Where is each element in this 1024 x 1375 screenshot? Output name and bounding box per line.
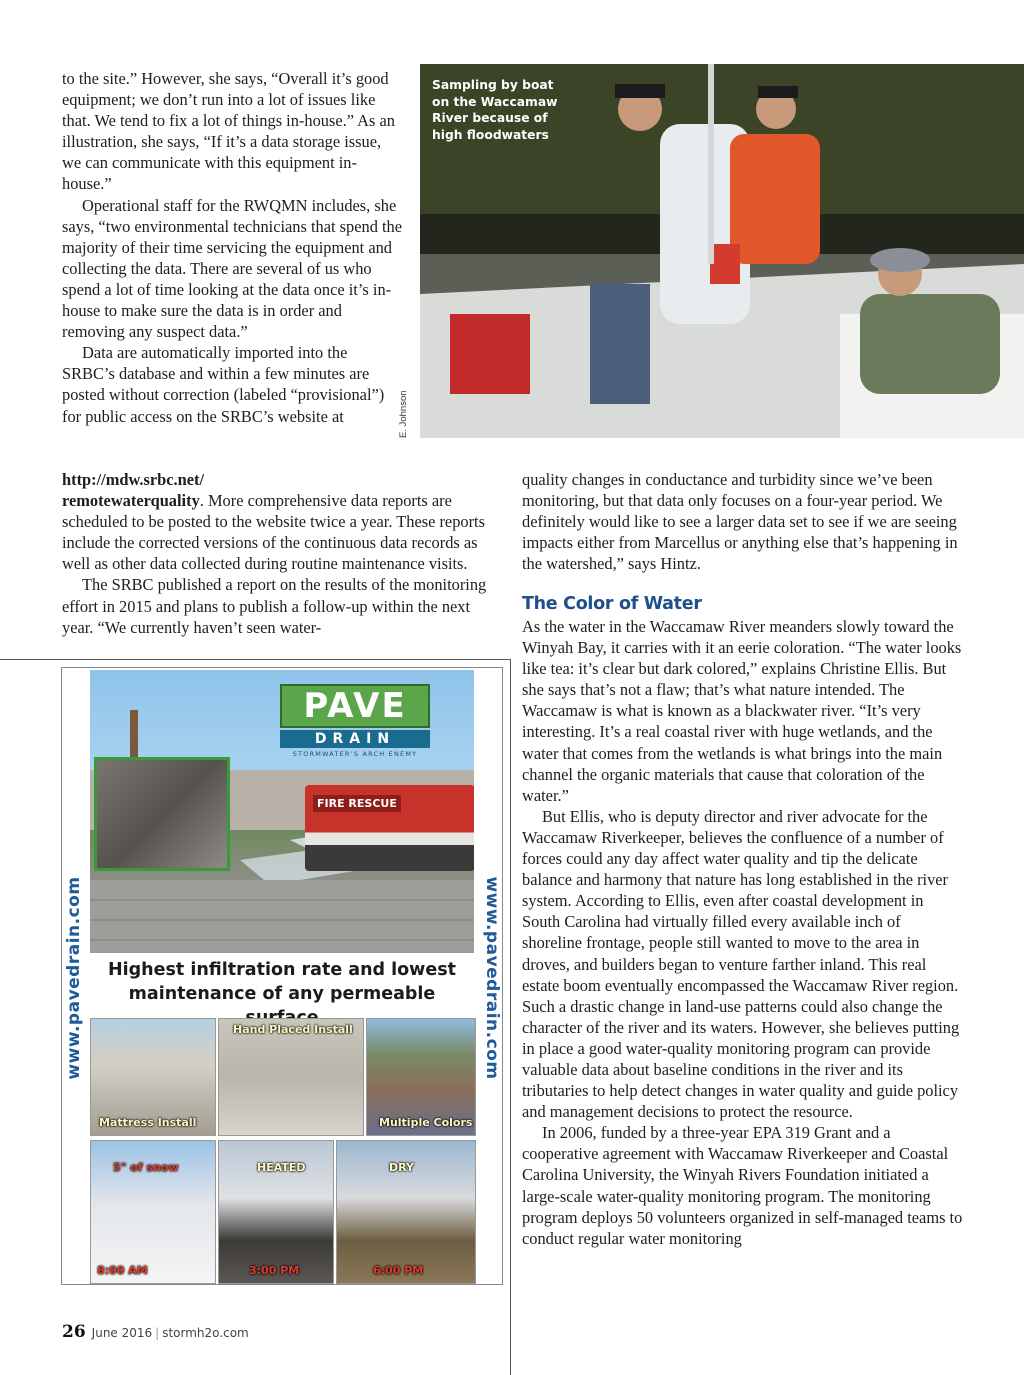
ad-divider-vertical: [510, 659, 511, 1375]
logo-drain-text: DRAIN: [280, 730, 430, 748]
photo-credit: E. Johnson: [398, 390, 409, 438]
tile-time: 8:00 AM: [97, 1264, 148, 1277]
article-column-right: [522, 616, 964, 1249]
article-paragraph: In 2006, funded by a three-year EPA 319 Grant and a cooperative agreement with Waccamaw Riverkeeper and Coastal Carolina University, the Winyah Rivers Foundation initiated a large-scale water-quality monitoring program. The monitoring program deploys 50 volunteers organized in self-managed teams to conduct regular water monitoring: [522, 1123, 963, 1248]
issue-date: June 2016: [91, 1326, 153, 1340]
footer-separator: |: [155, 1326, 160, 1340]
article-paragraph: quality changes in conductance and turbidity since we’ve been monitoring, but that data only focuses on a four-year period. We definitely would like to see a larger data set to see if we are seeing impacts either from Marcellus or anything else that’s happening in the watershed,” says Hintz.: [522, 470, 958, 574]
article-text: . More comprehensive data reports are scheduled to be posted to the website twice a year. These reports include the corrected versions of the continuous data records as well as other data collected during routine maintenance visits.: [62, 491, 485, 574]
tile-label: Mattress Install: [99, 1116, 197, 1129]
ad-hero-image: [90, 670, 474, 953]
page-footer: [62, 1322, 249, 1342]
srbc-url-part2[interactable]: remotewaterquality: [62, 491, 200, 511]
srbc-url-part1[interactable]: http://mdw.srbc.net/: [62, 470, 205, 489]
tile-time: 3:00 PM: [249, 1264, 300, 1277]
tile-label: DRY: [389, 1161, 414, 1174]
pave-drain-advertisement[interactable]: [61, 667, 503, 1285]
tile-label: 5" of snow: [113, 1161, 179, 1174]
article-paragraph: The SRBC published a report on the results of the monitoring effort in 2015 and plans to publish a follow-up within the next year. “We currently haven’t seen water-: [62, 575, 487, 637]
ad-headline: Highest infiltration rate and lowest maintenance of any permeable: [107, 960, 457, 1004]
article-paragraph: to the site.” However, she says, “Overall it’s good equipment; we don’t run into a lot of issues like that. We tend to fix a lot of things in-house.” As an illustration, she says, “If it’s a data storage issue, we can communicate with this equipment in-house.”: [62, 69, 395, 194]
ad-divider-horizontal: [0, 659, 510, 660]
ad-url-left[interactable]: www.pavedrain.com: [64, 876, 84, 1080]
ad-tile-snow: [90, 1140, 216, 1284]
fire-truck-image: [305, 785, 474, 871]
logo-tagline: STORMWATER’S ARCH ENEMY: [292, 750, 418, 758]
logo-pave-text: PAVE: [280, 684, 430, 728]
tile-label: Hand Placed Install: [233, 1023, 353, 1036]
ad-tile-multiple-colors: [366, 1018, 476, 1136]
ad-inset-machine-photo: [94, 757, 230, 871]
article-paragraph: [62, 469, 504, 574]
tile-label: Multiple Colors: [379, 1116, 473, 1129]
site-url[interactable]: stormh2o.com: [162, 1326, 249, 1340]
ad-tile-heated: [218, 1140, 334, 1284]
article-column-right-top: [522, 469, 964, 574]
boat-sampling-photo: [420, 64, 1024, 438]
ad-tile-hand-placed-install: [218, 1018, 364, 1136]
ad-tile-mattress-install: [90, 1018, 216, 1136]
article-column-left-bottom: [62, 469, 504, 638]
page-number: 26: [62, 1322, 86, 1342]
fire-rescue-label: FIRE RESCUE: [313, 795, 401, 812]
pave-drain-logo: [280, 684, 430, 758]
article-paragraph: Data are automatically imported into the SRBC’s database and within a few minutes are posted without correction (labeled “provisional”) for public access on the SRBC’s website at: [62, 343, 385, 426]
article-paragraph: But Ellis, who is deputy director and river advocate for the Waccamaw Riverkeeper, believes the confluence of a number of forces could any day affect water quality and tip the delicate balance and harmony that nature has long established in the river system. According to Ellis, even after coastal development in South Carolina had virtually filled every available inch of shoreline frontage, people still wanted to move to the area in droves, and builders began to venture farther inland. This real estate boom eventually encompassed the Waccamaw River region. Such a drastic change in land-use patterns could also change the character of the river and its waters. However, she believes putting in place a good water-quality monitoring program can provide valuable data about baseline conditions in the river and its tributaries to help detect changes in water quality and guide policy and management decisions to protect the resource.: [522, 806, 960, 1122]
photo-caption: Sampling by boat on the Waccamaw River because of high floodwaters: [432, 78, 558, 143]
article-paragraph: As the water in the Waccamaw River meanders slowly toward the Winyah Bay, it carries with it an eerie coloration. “The water looks like tea: it’s clear but dark colored,” explains Christine Ellis. But she says that’s not a flaw; that’s what nature intended. The Waccamaw is what is known as a blackwater river. “It’s very interesting. It’s a real coastal river with huge wetlands, and the water that comes from the wetlands is what brings into the main channel the organic materials that cause that coloration of the water.”: [522, 617, 962, 805]
ad-url-right[interactable]: www.pavedrain.com: [482, 876, 502, 1080]
article-column-left-top: [62, 68, 402, 427]
article-paragraph: Operational staff for the RWQMN includes, she says, “two environmental technicians that spend the majority of their time servicing the equipment and collecting the data. There are several of us who spend a lot of time looking at the data once it’s in-house to make sure the data is in order and removing any suspect data.”: [62, 195, 403, 342]
section-heading: The Color of Water: [522, 594, 702, 614]
tile-label: HEATED: [257, 1161, 306, 1174]
tile-time: 6:00 PM: [373, 1264, 424, 1277]
ad-tile-dry: [336, 1140, 476, 1284]
